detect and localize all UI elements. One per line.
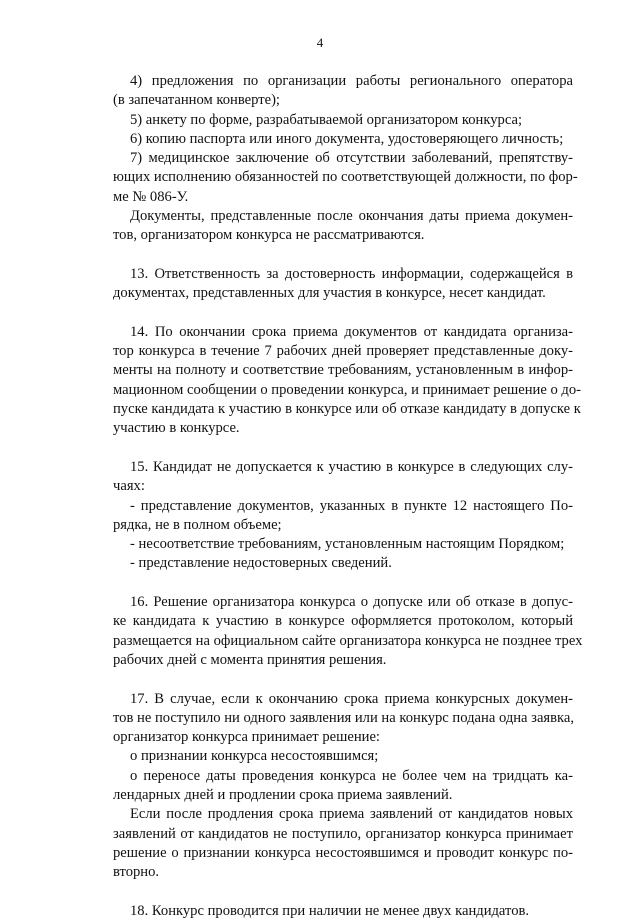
text-line: (в запечатанном конверте); [113,92,280,109]
paragraph [113,554,573,573]
paragraph [113,767,573,806]
paragraph [113,805,573,882]
paragraph [113,535,573,554]
text-line: - несоответствие требованиям, установленным настоящим Порядком; [130,536,565,553]
text-line: чаях: [113,478,145,495]
paragraph-gap [113,304,573,323]
paragraph-gap [113,882,573,901]
text-line: 5) анкету по форме, разрабатываемой организатором конкурса; [130,111,523,128]
text-line: тов, организатором конкурса не рассматриваются. [113,227,425,244]
text-line: 14. По окончании срока приема документов от кандидата организа- [130,323,573,340]
text-line: размещается на официальном сайте организатора конкурса не позднее трех [113,632,583,649]
paragraph [113,690,573,748]
text-line: 4) предложения по организации работы регионального оператора [130,73,573,89]
text-line: рядка, не в полном объеме; [113,516,282,533]
paragraph-gap [113,246,573,265]
text-line: ке кандидата к участию в конкурсе оформляется протоколом, который [113,613,573,630]
text-line: ющих исполнению обязанностей по соответствующей должности, по фор- [113,169,578,186]
text-line: мационном сообщении о проведении конкурса, и принимает решение о до- [113,381,581,398]
paragraph [113,323,581,439]
paragraph [113,207,573,246]
text-line: заявлений от кандидатов не поступило, организатор конкурса принимает [113,825,573,842]
text-line: Если после продления срока приема заявлений от кандидатов новых [130,806,573,823]
text-line: пуске кандидата к участию в конкурсе или об отказе кандидату в допуске к [113,401,581,418]
text-line: 13. Ответственность за достоверность информации, содержащейся в [130,265,573,282]
paragraph [113,747,573,766]
text-line: решение о признании конкурса несостоявшимся и проводит конкурс по- [113,844,573,861]
paragraph [113,265,573,304]
text-line: 6) копию паспорта или иного документа, удостоверяющего личность; [130,130,564,147]
document-body [113,72,583,921]
text-line: организатор конкурса принимает решение: [113,729,380,746]
text-line: участию в конкурсе. [113,420,240,437]
text-line: - представление документов, указанных в пункте 12 настоящего По- [130,497,573,514]
paragraph-gap [113,439,573,458]
text-line: 7) медицинское заключение об отсутствии заболеваний, препятству- [130,150,573,167]
text-line: лендарных дней и продлении срока приема заявлений. [113,786,453,803]
text-line: ме № 086-У. [113,188,189,205]
page-number: 4 [316,35,324,50]
paragraph-gap [113,670,573,689]
text-line: менты на полноту и соответствие требованиям, установленным в инфор- [113,362,573,379]
text-line: - представление недостоверных сведений. [130,555,392,572]
text-line: 18. Конкурс проводится при наличии не менее двух кандидатов. [130,902,530,919]
text-line: 16. Решение организатора конкурса о допуске или об отказе в допус- [130,594,573,611]
text-line: рабочих дней с момента принятия решения. [113,651,387,668]
text-line: тов не поступило ни одного заявления или на конкурс подана одна заявка, [113,709,575,726]
text-line: о переносе даты проведения конкурса не более чем на тридцать ка- [130,767,573,784]
text-line: 15. Кандидат не допускается к участию в конкурсе в следующих слу- [130,458,573,475]
paragraph [113,72,573,111]
text-line: вторно. [113,864,160,881]
paragraph [113,149,578,207]
paragraph [113,111,573,130]
text-line: документах, представленных для участия в конкурсе, несет кандидат. [113,285,546,302]
paragraph-gap [113,574,573,593]
paragraph [113,593,583,670]
text-line: Документы, представленные после окончания даты приема докумен- [130,208,573,225]
paragraph [113,497,573,536]
text-line: 17. В случае, если к окончанию срока приема конкурсных докумен- [130,690,573,707]
text-line: тор конкурса в течение 7 рабочих дней проверяет представленные доку- [113,343,573,360]
paragraph [113,458,573,497]
paragraph [113,130,573,149]
text-line: о признании конкурса несостоявшимся; [130,748,379,765]
